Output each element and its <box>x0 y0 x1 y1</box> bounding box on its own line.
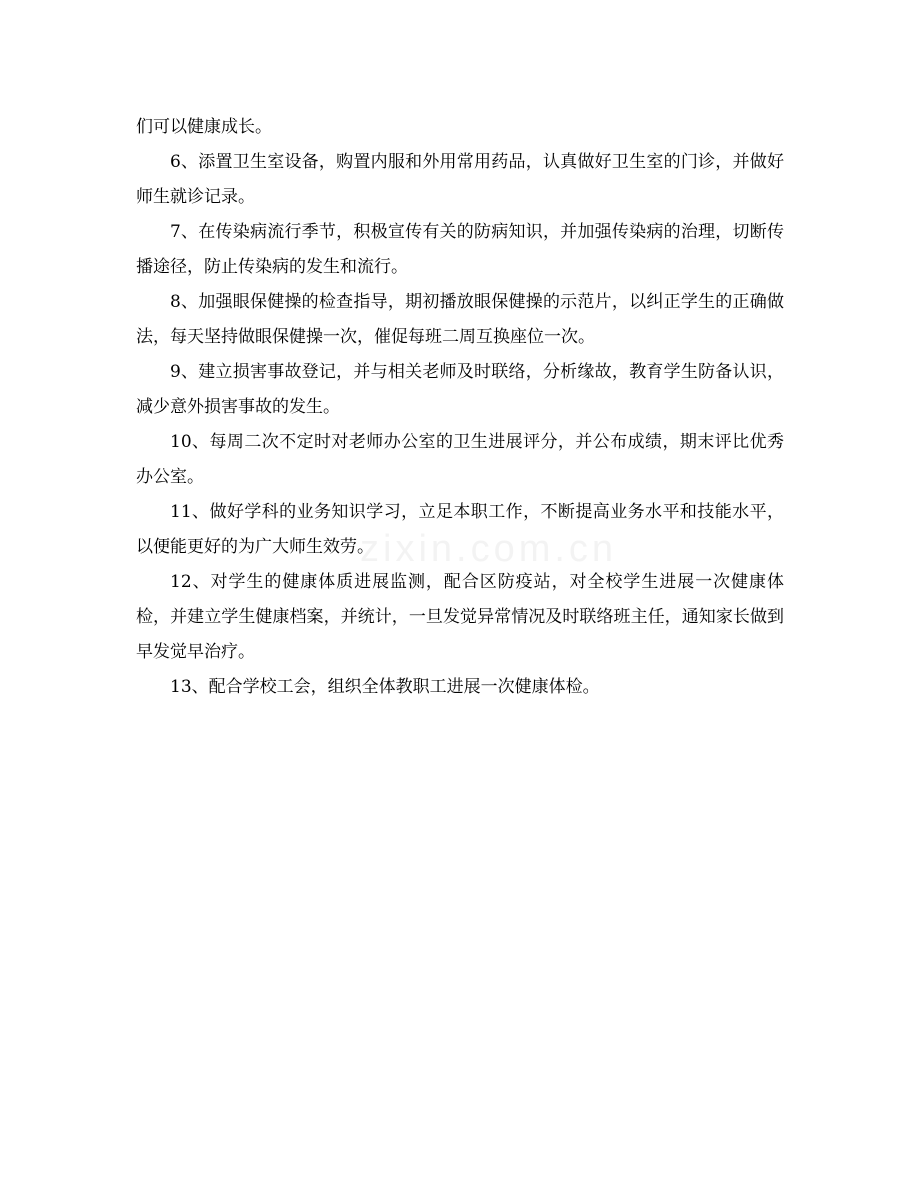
watermark: zixin.com.cn <box>360 528 618 570</box>
paragraph-item-11: 11、做好学科的业务知识学习，立足本职工作，不断提高业务水平和技能水平，以便能更好的为广大师生效劳。 <box>136 502 784 557</box>
paragraph-item-12: 12、对学生的健康体质进展监测，配合区防疫站，对全校学生进展一次健康体检，并建立学生健康档案，并统计，一旦发觉异常情况及时联络班主任，通知家长做到早发觉早治疗。 <box>136 572 784 662</box>
document-body <box>136 110 784 705</box>
paragraph-item-6: 6、添置卫生室设备，购置内服和外用常用药品，认真做好卫生室的门诊，并做好师生就诊记录。 <box>136 152 784 207</box>
paragraph-continuation: 们可以健康成长。 <box>136 117 272 137</box>
paragraph-item-9: 9、建立损害事故登记，并与相关老师及时联络，分析缘故，教育学生防备认识，减少意外损害事故的发生。 <box>136 362 784 417</box>
paragraph-item-13: 13、配合学校工会，组织全体教职工进展一次健康体检。 <box>170 677 600 697</box>
paragraph-item-10: 10、每周二次不定时对老师办公室的卫生进展评分，并公布成绩，期末评比优秀办公室。 <box>136 432 784 487</box>
paragraph-item-7: 7、在传染病流行季节，积极宣传有关的防病知识，并加强传染病的治理，切断传播途径，防止传染病的发生和流行。 <box>136 222 784 277</box>
paragraph-item-8: 8、加强眼保健操的检查指导，期初播放眼保健操的示范片，以纠正学生的正确做法，每天坚持做眼保健操一次，催促每班二周互换座位一次。 <box>136 292 784 347</box>
